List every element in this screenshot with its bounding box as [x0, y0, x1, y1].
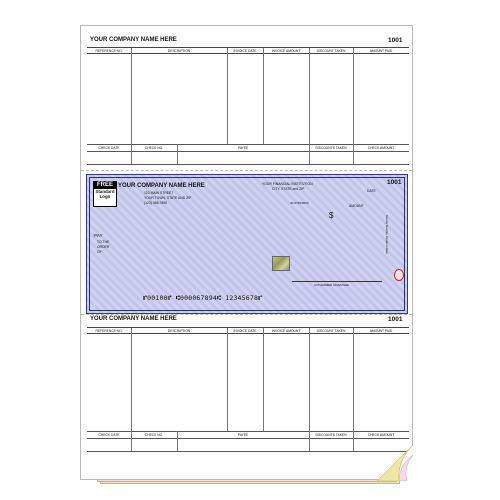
column-header-description: DESCRIPTION	[131, 48, 227, 54]
dollar-sign: $	[329, 211, 334, 220]
column-header-invoice-date: INVOICE DATE	[227, 328, 263, 334]
check-inner-border	[89, 177, 405, 311]
footer-divider	[309, 144, 310, 164]
bottom-stub-table	[87, 327, 409, 432]
column-header-reference: REFERENCE NO.	[87, 48, 131, 54]
column-header-discount-taken: DISCOUNT TAKEN	[309, 48, 353, 54]
footer-rule	[87, 451, 409, 452]
check-number: 1001	[387, 179, 402, 186]
footer-check-date-label: CHECK DATE	[98, 433, 120, 437]
check-company-name: YOUR COMPANY NAME HERE	[118, 183, 205, 189]
footer-rule	[87, 164, 409, 165]
routing-fraction: 00-6789/0000	[290, 201, 309, 205]
check-street: 123 MAIN STREET	[144, 191, 174, 195]
to-the-label: TO THE	[97, 240, 110, 244]
pay-label: PAY	[94, 233, 103, 238]
check-phone: (123) 456-7890	[144, 201, 168, 205]
column-divider	[131, 48, 132, 145]
bottom-stub-footer	[87, 431, 409, 451]
amount-label: AMOUNT	[349, 204, 364, 208]
column-header-amount-paid: AMOUNT PAID	[353, 328, 409, 334]
footer-divider	[131, 431, 132, 451]
footer-rule	[87, 438, 409, 439]
column-divider	[263, 328, 264, 432]
column-header-invoice-amount: INVOICE AMOUNT	[263, 48, 309, 54]
top-stub-footer	[87, 144, 409, 164]
column-divider	[227, 328, 228, 432]
column-divider	[227, 48, 228, 145]
column-header-invoice-amount: INVOICE AMOUNT	[263, 328, 309, 334]
footer-discounts-label: DISCOUNTS TAKEN	[315, 433, 347, 437]
check-city: YOUR TOWN, STATE AND ZIP	[144, 196, 192, 200]
column-header-description: DESCRIPTION	[131, 328, 227, 334]
column-divider	[263, 48, 264, 145]
security-lock-icon	[394, 269, 404, 281]
footer-rule	[87, 431, 409, 432]
top-stub-table	[87, 47, 409, 145]
footer-divider	[177, 431, 178, 451]
footer-rule	[87, 144, 409, 145]
hologram-icon	[272, 256, 290, 271]
footer-check-no-label: CHECK NO.	[144, 433, 164, 437]
bank-name: YOUR FINANCIAL INSTITUTION	[262, 182, 313, 186]
footer-divider	[131, 144, 132, 164]
order-label: ORDER	[97, 245, 110, 249]
top-stub-company-name: YOUR COMPANY NAME HERE	[90, 37, 177, 43]
footer-divider	[353, 431, 354, 451]
security-features-note: Security features. Details on back.	[385, 215, 388, 255]
footer-check-amount-label: CHECK AMOUNT	[367, 433, 395, 437]
footer-discounts-label: DISCOUNTS TAKEN	[315, 146, 347, 150]
check-form-sheet	[80, 25, 413, 480]
check-body	[86, 174, 408, 314]
standard-logo-box	[93, 181, 117, 207]
micr-line: ⑈00100⑈ ⑆000067894⑆ 12345678⑈	[143, 294, 263, 302]
column-header-amount-paid: AMOUNT PAID	[353, 48, 409, 54]
perforation-line	[81, 170, 412, 171]
column-divider	[353, 328, 354, 432]
of-label: OF:	[97, 250, 103, 254]
footer-divider	[177, 144, 178, 164]
logo-free-text: FREE	[94, 182, 116, 189]
bank-city: CITY, STATE and ZIP	[272, 187, 305, 191]
perforation-line	[81, 314, 412, 315]
column-divider	[309, 48, 310, 145]
footer-check-amount-label: CHECK AMOUNT	[367, 146, 395, 150]
footer-payee-label: PAYEE	[237, 146, 249, 150]
top-stub-check-number: 1001	[388, 37, 403, 44]
signature-line	[292, 281, 382, 282]
footer-divider	[353, 144, 354, 164]
page-curl-icon	[377, 445, 413, 481]
column-divider	[309, 328, 310, 432]
logo-standard-text: Standard	[95, 189, 115, 194]
footer-rule	[87, 151, 409, 152]
column-header-discount-taken: DISCOUNT TAKEN	[309, 328, 353, 334]
footer-divider	[309, 431, 310, 451]
column-header-invoice-date: INVOICE DATE	[227, 48, 263, 54]
footer-check-no-label: CHECK NO.	[144, 146, 164, 150]
bottom-stub-company-name: YOUR COMPANY NAME HERE	[90, 316, 177, 322]
bottom-stub-check-number: 1001	[388, 316, 403, 323]
column-divider	[353, 48, 354, 145]
footer-check-date-label: CHECK DATE	[98, 146, 120, 150]
footer-payee-label: PAYEE	[237, 433, 249, 437]
logo-logo-text: Logo	[99, 194, 111, 199]
date-label: DATE	[367, 189, 376, 193]
column-divider	[131, 328, 132, 432]
column-header-reference: REFERENCE NO.	[87, 328, 131, 334]
signature-label: AUTHORIZED SIGNATURE	[314, 283, 350, 287]
